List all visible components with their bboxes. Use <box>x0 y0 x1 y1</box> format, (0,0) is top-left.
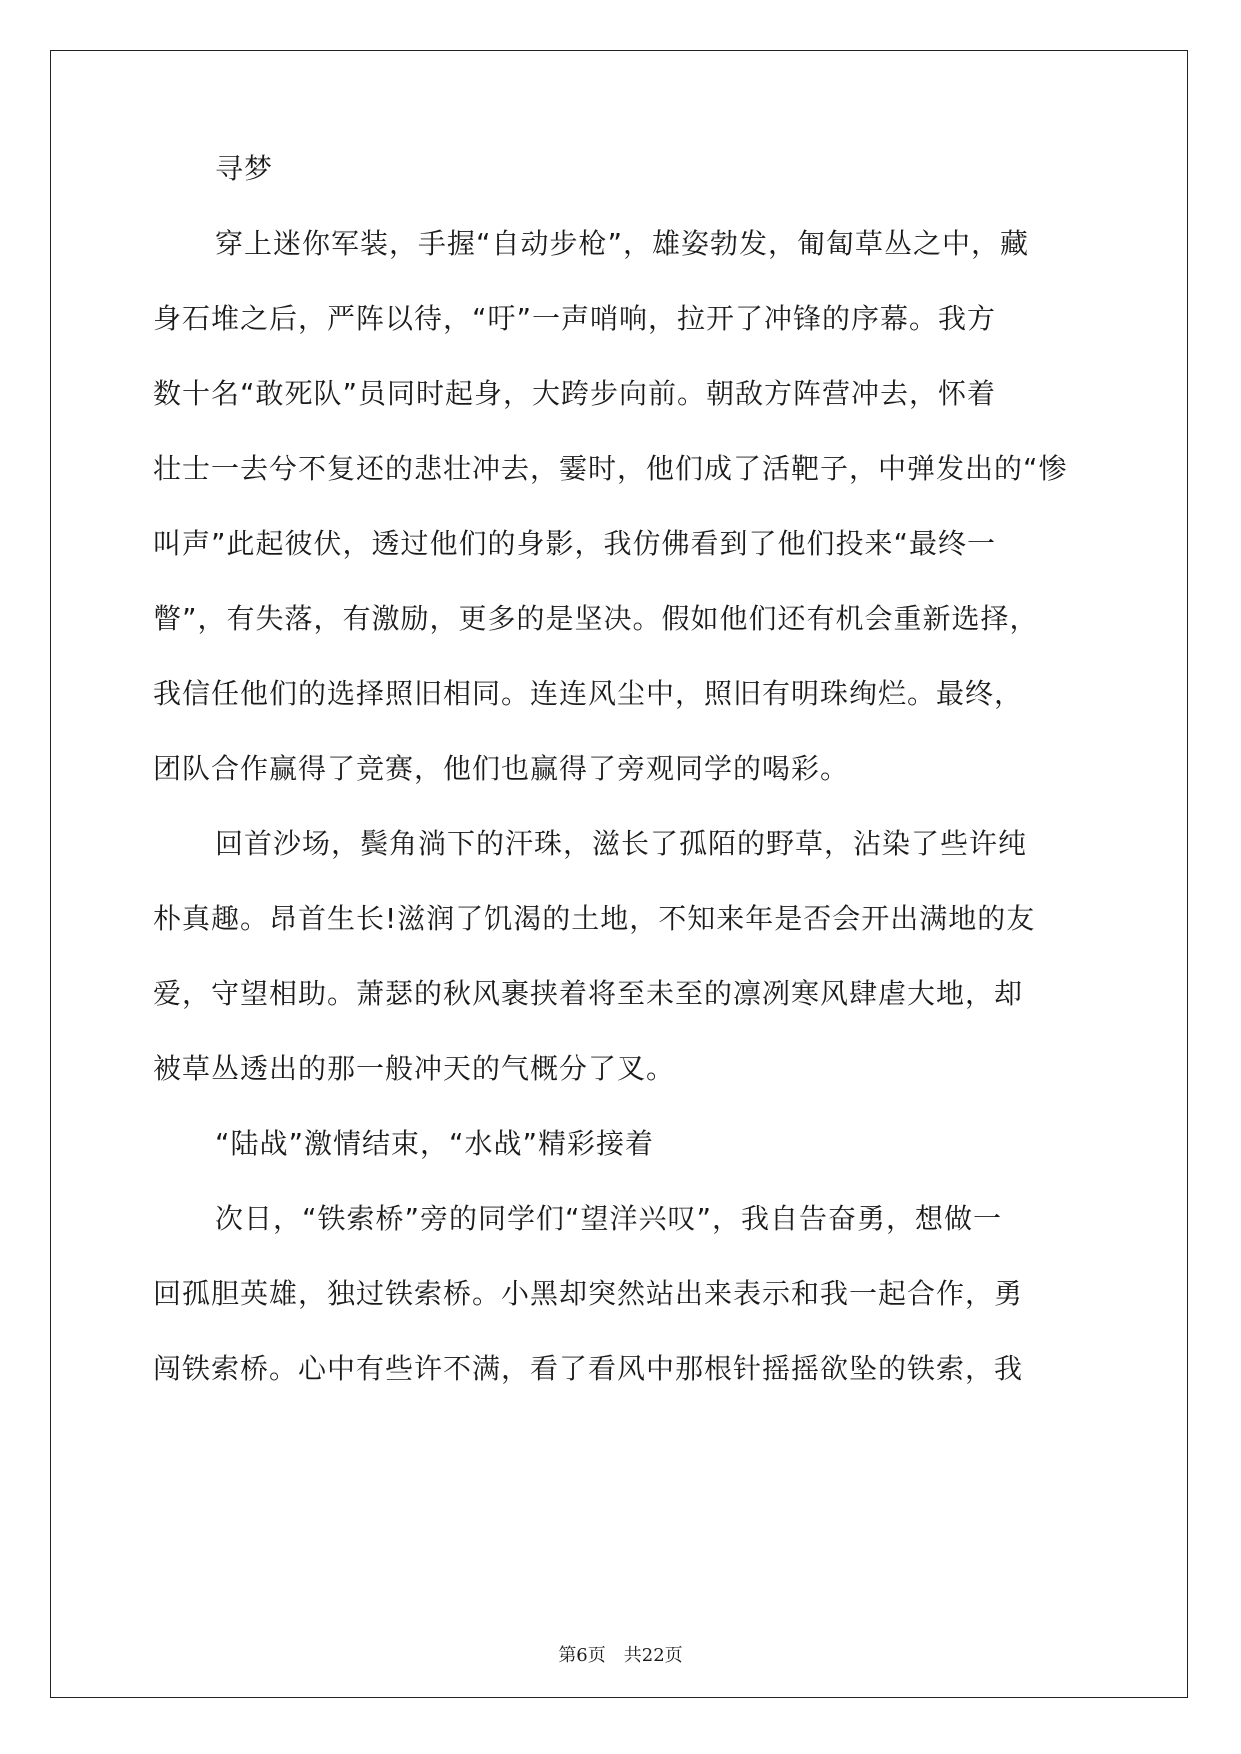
text-line: 爱，守望相助。萧瑟的秋风裹挟着将至未至的凛冽寒风肆虐大地，却 <box>153 977 1024 1010</box>
text-line: 朴真趣。昂首生长!滋润了饥渴的土地，不知来年是否会开出满地的友 <box>153 902 1036 935</box>
text-line: 身石堆之后，严阵以待，“吁”一声哨响，拉开了冲锋的序幕。我方 <box>153 302 997 335</box>
text-line: 次日，“铁索桥”旁的同学们“望洋兴叹”，我自告奋勇，想做一 <box>215 1202 1003 1235</box>
text-line: 回孤胆英雄，独过铁索桥。小黑却突然站出来表示和我一起合作，勇 <box>153 1277 1024 1310</box>
page-number: 第6页 共22页 <box>558 1645 683 1666</box>
text-line: 闯铁索桥。心中有些许不满，看了看风中那根针摇摇欲坠的铁索，我 <box>153 1352 1024 1385</box>
text-line: 我信任他们的选择照旧相同。连连风尘中，照旧有明珠绚烂。最终， <box>153 677 1024 710</box>
text-line: 团队合作赢得了竞赛，他们也赢得了旁观同学的喝彩。 <box>153 752 850 785</box>
text-line: “陆战”激情结束，“水战”精彩接着 <box>215 1127 655 1160</box>
text-line: 壮士一去兮不复还的悲壮冲去，霎时，他们成了活靶子，中弹发出的“惨 <box>153 452 1068 485</box>
text-line: 瞥”，有失落，有激励，更多的是坚决。假如他们还有机会重新选择， <box>153 602 1039 635</box>
text-line: 回首沙场，鬓角淌下的汗珠，滋长了孤陌的野草，沾染了些许纯 <box>215 827 1028 860</box>
text-line: 寻梦 <box>215 152 274 185</box>
text-line: 穿上迷你军装，手握“自动步枪”，雄姿勃发，匍匐草丛之中，藏 <box>215 227 1030 260</box>
text-line: 被草丛透出的那一般冲天的气概分了叉。 <box>153 1052 676 1085</box>
text-line: 叫声”此起彼伏，透过他们的身影，我仿佛看到了他们投来“最终一 <box>153 527 997 560</box>
text-line: 数十名“敢死队”员同时起身，大跨步向前。朝敌方阵营冲去，怀着 <box>153 377 997 410</box>
